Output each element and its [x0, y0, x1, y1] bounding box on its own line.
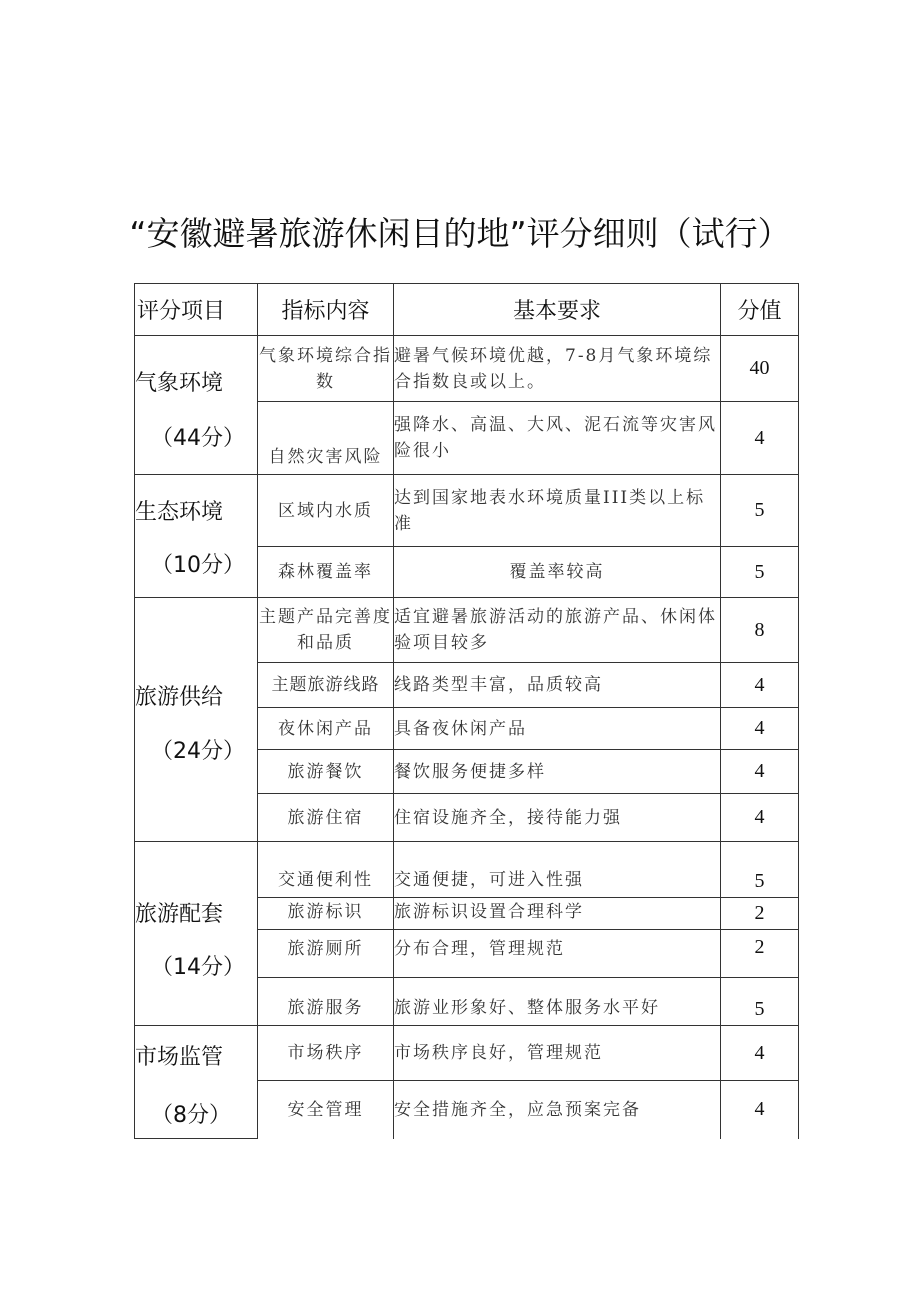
- requirement-cell: 市场秩序良好，管理规范: [394, 1026, 721, 1081]
- requirement-cell: 交通便捷，可进入性强: [394, 842, 721, 898]
- score-cell: 4: [721, 1026, 799, 1081]
- header-indicator: 指标内容: [258, 284, 394, 336]
- score-cell: 4: [721, 708, 799, 750]
- header-score: 分值: [721, 284, 799, 336]
- category-points: （44分）: [151, 426, 245, 451]
- requirement-cell: 分布合理，管理规范: [394, 930, 721, 978]
- score-cell: 4: [721, 663, 799, 708]
- category-points: （24分）: [151, 739, 245, 764]
- requirement-cell: 覆盖率较高: [394, 547, 721, 598]
- category-cell: [135, 842, 258, 1026]
- category-name: 生态环境: [135, 500, 224, 525]
- score-cell: 4: [721, 402, 799, 475]
- requirement-cell: 达到国家地表水环境质量III类以上标准: [394, 475, 721, 547]
- header-requirement: 基本要求: [394, 284, 721, 336]
- score-cell: 5: [721, 978, 799, 1026]
- score-cell: 2: [721, 898, 799, 930]
- table-row: [135, 842, 799, 898]
- table-row: [135, 475, 799, 547]
- indicator-cell: 旅游住宿: [258, 794, 394, 842]
- indicator-cell: 夜休闲产品: [258, 708, 394, 750]
- category-cell: [135, 598, 258, 842]
- score-cell: 2: [721, 930, 799, 978]
- score-cell: 5: [721, 547, 799, 598]
- category-cell: [135, 1026, 258, 1139]
- score-cell: 5: [721, 475, 799, 547]
- indicator-cell: 区域内水质: [258, 475, 394, 547]
- score-cell: 40: [721, 336, 799, 402]
- scoring-table: [134, 283, 799, 1139]
- requirement-cell: 旅游业形象好、整体服务水平好: [394, 978, 721, 1026]
- category-points: （8分）: [151, 1103, 231, 1128]
- indicator-cell: 气象环境综合指数: [258, 336, 394, 402]
- indicator-cell: 旅游厕所: [258, 930, 394, 978]
- score-cell: 4: [721, 794, 799, 842]
- indicator-cell: 主题产品完善度和品质: [258, 598, 394, 663]
- requirement-cell: 避暑气候环境优越，7-8月气象环境综合指数良或以上。: [394, 336, 721, 402]
- requirement-cell: 旅游标识设置合理科学: [394, 898, 721, 930]
- requirement-cell: 住宿设施齐全，接待能力强: [394, 794, 721, 842]
- category-name: 市场监管: [135, 1045, 224, 1070]
- score-cell: 4: [721, 750, 799, 794]
- header-category: 评分项目: [135, 284, 258, 336]
- indicator-cell: 旅游标识: [258, 898, 394, 930]
- category-points: （10分）: [151, 553, 245, 578]
- indicator-cell: 市场秩序: [258, 1026, 394, 1081]
- table-row: [135, 1026, 799, 1081]
- score-cell: 5: [721, 842, 799, 898]
- category-cell: [135, 336, 258, 475]
- requirement-cell: 适宜避暑旅游活动的旅游产品、休闲体验项目较多: [394, 598, 721, 663]
- indicator-cell: 主题旅游线路: [258, 663, 394, 708]
- category-name: 旅游供给: [135, 685, 224, 710]
- indicator-cell: 交通便利性: [258, 842, 394, 898]
- table-header-row: [135, 284, 799, 336]
- requirement-cell: 强降水、高温、大风、泥石流等灾害风险很小: [394, 402, 721, 475]
- document-title: “安徽避暑旅游休闲目的地”评分细则（试行）: [129, 214, 791, 253]
- indicator-cell: 森林覆盖率: [258, 547, 394, 598]
- indicator-cell: 旅游服务: [258, 978, 394, 1026]
- category-cell: [135, 475, 258, 598]
- indicator-cell: 安全管理: [258, 1081, 394, 1139]
- table-row: [135, 336, 799, 402]
- requirement-cell: 具备夜休闲产品: [394, 708, 721, 750]
- category-name: 气象环境: [135, 371, 224, 396]
- requirement-cell: 安全措施齐全，应急预案完备: [394, 1081, 721, 1139]
- indicator-cell: 自然灾害风险: [258, 402, 394, 475]
- score-cell: 4: [721, 1081, 799, 1139]
- requirement-cell: 餐饮服务便捷多样: [394, 750, 721, 794]
- requirement-cell: 线路类型丰富，品质较高: [394, 663, 721, 708]
- indicator-cell: 旅游餐饮: [258, 750, 394, 794]
- category-points: （14分）: [151, 955, 245, 980]
- score-cell: 8: [721, 598, 799, 663]
- category-name: 旅游配套: [135, 902, 224, 927]
- table-row: [135, 598, 799, 663]
